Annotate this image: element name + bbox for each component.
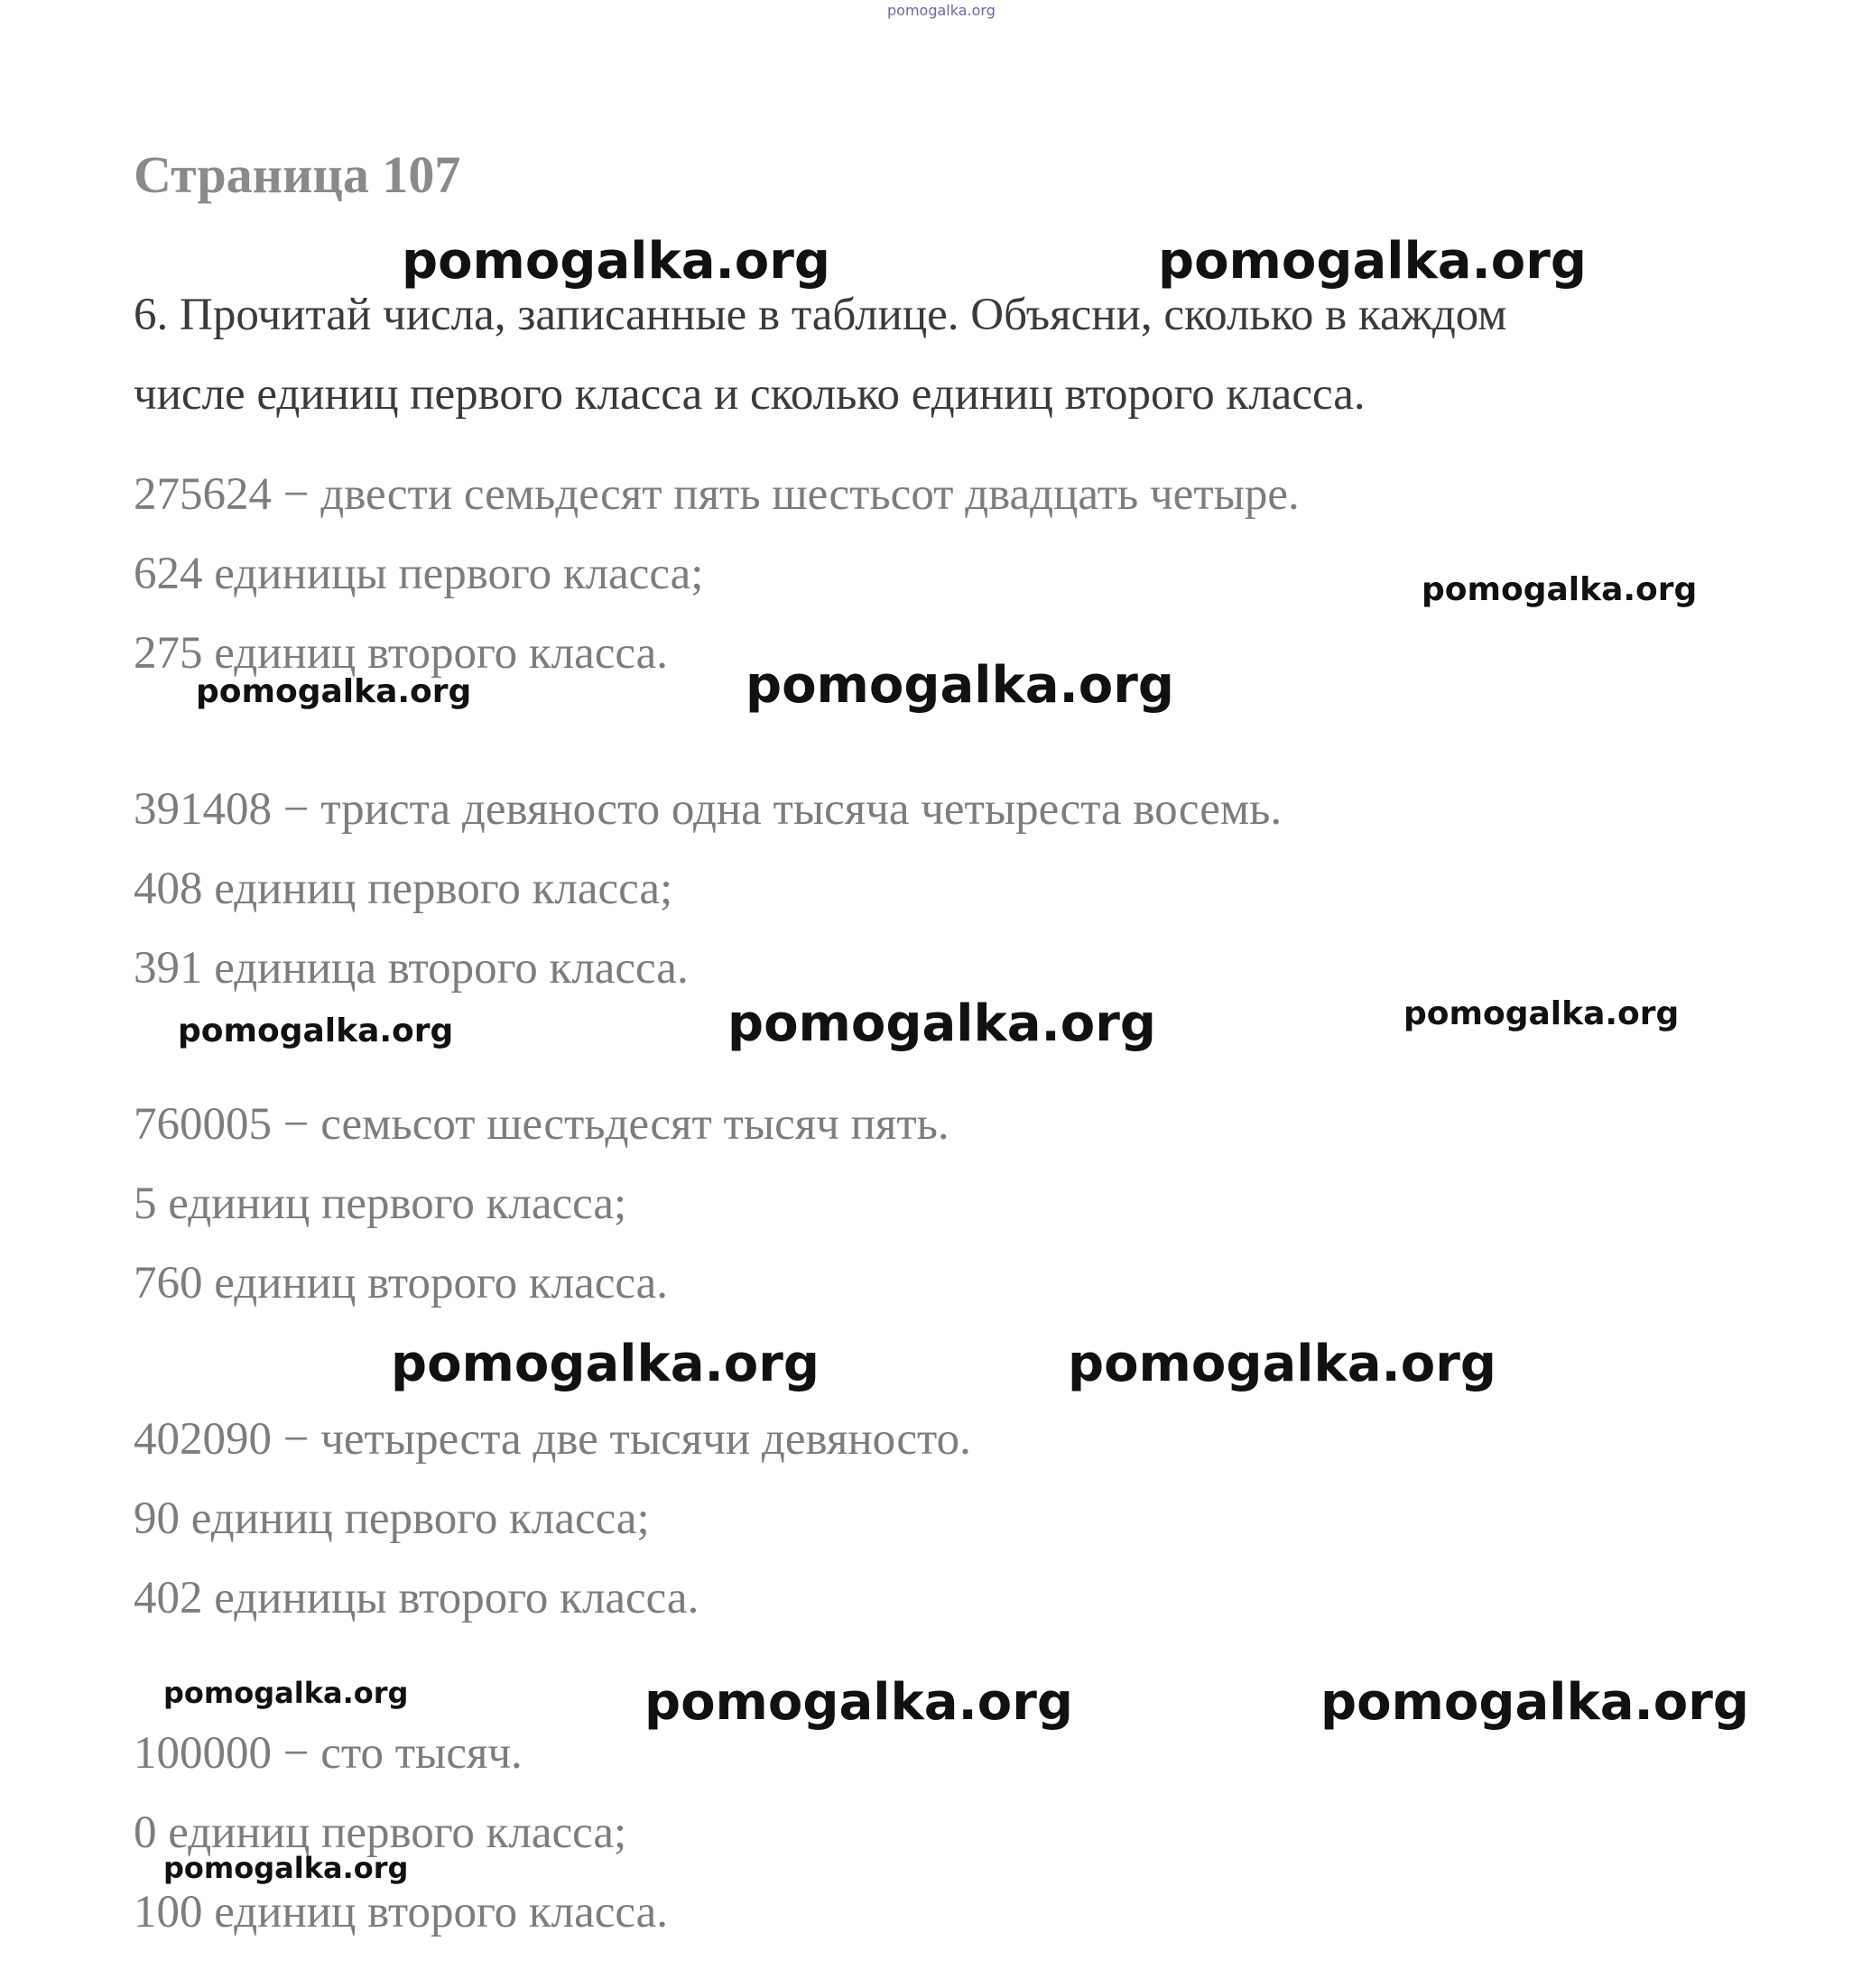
watermark: pomogalka.org (1068, 1335, 1496, 1393)
watermark: pomogalka.org (163, 1676, 409, 1710)
answer-block-2 (134, 770, 1668, 1008)
answer-reading: 275624 − двести семьдесят пять шестьсот двадцать четыре. (134, 469, 1300, 520)
watermark: pomogalka.org (727, 994, 1156, 1053)
watermark: pomogalka.org (746, 656, 1174, 715)
watermark: pomogalka.org (1403, 995, 1680, 1032)
watermark: pomogalka.org (196, 673, 472, 710)
answer-first-class: 90 единиц первого класса; (134, 1493, 650, 1544)
watermark: pomogalka.org (163, 1851, 409, 1885)
watermark: pomogalka.org (1320, 1673, 1749, 1732)
header-watermark: pomogalka.org (887, 2, 996, 19)
task-line-2: числе единиц первого класса и сколько единиц второго класса. (134, 369, 1366, 420)
answer-block-5 (134, 1714, 1668, 1952)
answer-reading: 760005 − семьсот шестьдесят тысяч пять. (134, 1099, 949, 1150)
answer-second-class: 100 единиц второго класса. (134, 1887, 669, 1937)
task-line-1: 6. Прочитай числа, записанные в таблице. Объясни, сколько в каждом (134, 290, 1507, 340)
answer-first-class: 5 единиц первого класса; (134, 1179, 627, 1229)
watermark: pomogalka.org (178, 1012, 454, 1049)
answer-second-class: 402 единицы второго класса. (134, 1573, 699, 1623)
answer-reading: 391408 − триста девяносто одна тысяча четыреста восемь. (134, 784, 1283, 835)
watermark: pomogalka.org (391, 1335, 820, 1393)
answer-second-class: 391 единица второго класса. (134, 943, 689, 994)
page-title: Страница 107 (134, 145, 461, 204)
watermark: pomogalka.org (1422, 571, 1698, 608)
answer-first-class: 0 единиц первого класса; (134, 1808, 627, 1858)
answer-reading: 100000 − сто тысяч. (134, 1728, 523, 1779)
answer-second-class: 760 единиц второго класса. (134, 1258, 669, 1308)
watermark: pomogalka.org (644, 1673, 1073, 1732)
answer-block-4 (134, 1400, 1668, 1638)
watermark: pomogalka.org (1158, 232, 1587, 291)
answer-reading: 402090 − четыреста две тысячи девяносто. (134, 1414, 971, 1465)
task-statement (134, 275, 1758, 434)
answer-first-class: 408 единиц первого класса; (134, 864, 673, 914)
watermark: pomogalka.org (402, 232, 830, 291)
answer-second-class: 275 единиц второго класса. (134, 628, 669, 679)
answer-block-3 (134, 1085, 1668, 1323)
answer-first-class: 624 единицы первого класса; (134, 549, 704, 599)
